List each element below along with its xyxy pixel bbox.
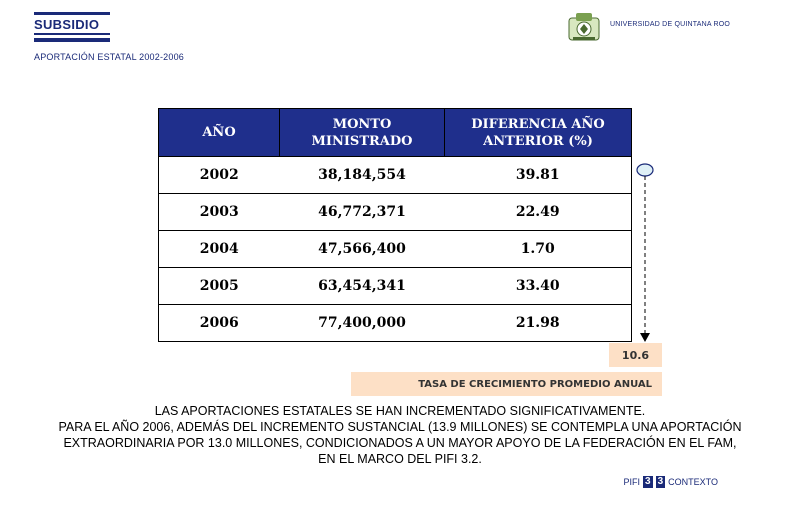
table-row xyxy=(159,268,632,305)
footer-prefix: PIFI xyxy=(623,477,641,487)
pifi-badge-major: 3 xyxy=(645,476,651,487)
table-header-row xyxy=(159,109,632,157)
cell-amount: 46,772,371 xyxy=(280,194,445,231)
table-row xyxy=(159,231,632,268)
cell-difference: 39.81 xyxy=(445,157,632,194)
footer xyxy=(624,476,718,488)
cell-difference: 1.70 xyxy=(445,231,632,268)
university-name: UNIVERSIDAD DE QUINTANA ROO xyxy=(610,21,731,28)
slide-title: SUBSIDIO xyxy=(34,17,100,32)
table-row xyxy=(159,305,632,342)
pifi-badge-minor: 3 xyxy=(657,476,664,487)
cell-amount: 47,566,400 xyxy=(280,231,445,268)
col-header-difference: DIFERENCIA AÑO ANTERIOR (%) xyxy=(445,109,632,157)
col-header-year: AÑO xyxy=(159,109,280,157)
summary-line-1: LAS APORTACIONES ESTATALES SE HAN INCREMENTADO SIGNIFICATIVAMENTE. xyxy=(154,404,646,418)
col-header-amount: MONTO MINISTRADO xyxy=(280,109,445,157)
cell-amount: 38,184,554 xyxy=(280,157,445,194)
summary-line-2: PARA EL AÑO 2006, ADEMÁS DEL INCREMENTO SUSTANCIAL (13.9 MILLONES) SE CONTEMPLA UNA APORTACIÓN EXTRAORDINARIA POR 13.0 MILLONES, CONDICIONADOS A UN MAYOR APOYO DE LA FEDERACIÓN EN EL FAM, EN EL MARCO DEL PIFI 3.2. xyxy=(58,420,742,466)
table-row xyxy=(159,157,632,194)
title-rule-mid xyxy=(34,33,110,35)
cell-year: 2002 xyxy=(159,157,280,194)
cell-amount: 63,454,341 xyxy=(280,268,445,305)
growth-rate-label: TASA DE CRECIMIENTO PROMEDIO ANUAL xyxy=(351,372,662,396)
title-rule-bottom xyxy=(34,38,110,42)
university-crest-icon xyxy=(567,11,601,43)
summary-text xyxy=(55,403,745,467)
table-row xyxy=(159,194,632,231)
cell-difference: 22.49 xyxy=(445,194,632,231)
cell-year: 2006 xyxy=(159,305,280,342)
growth-rate-value: 10.6 xyxy=(609,343,662,367)
cell-year: 2004 xyxy=(159,231,280,268)
subsidy-table xyxy=(158,108,632,342)
title-rule-top xyxy=(34,12,110,15)
footer-section: CONTEXTO xyxy=(668,477,718,487)
cell-year: 2003 xyxy=(159,194,280,231)
cell-difference: 21.98 xyxy=(445,305,632,342)
cell-year: 2005 xyxy=(159,268,280,305)
cell-amount: 77,400,000 xyxy=(280,305,445,342)
cell-difference: 33.40 xyxy=(445,268,632,305)
slide-subtitle: APORTACIÓN ESTATAL 2002-2006 xyxy=(34,52,184,62)
trend-arrow-icon xyxy=(634,162,656,347)
